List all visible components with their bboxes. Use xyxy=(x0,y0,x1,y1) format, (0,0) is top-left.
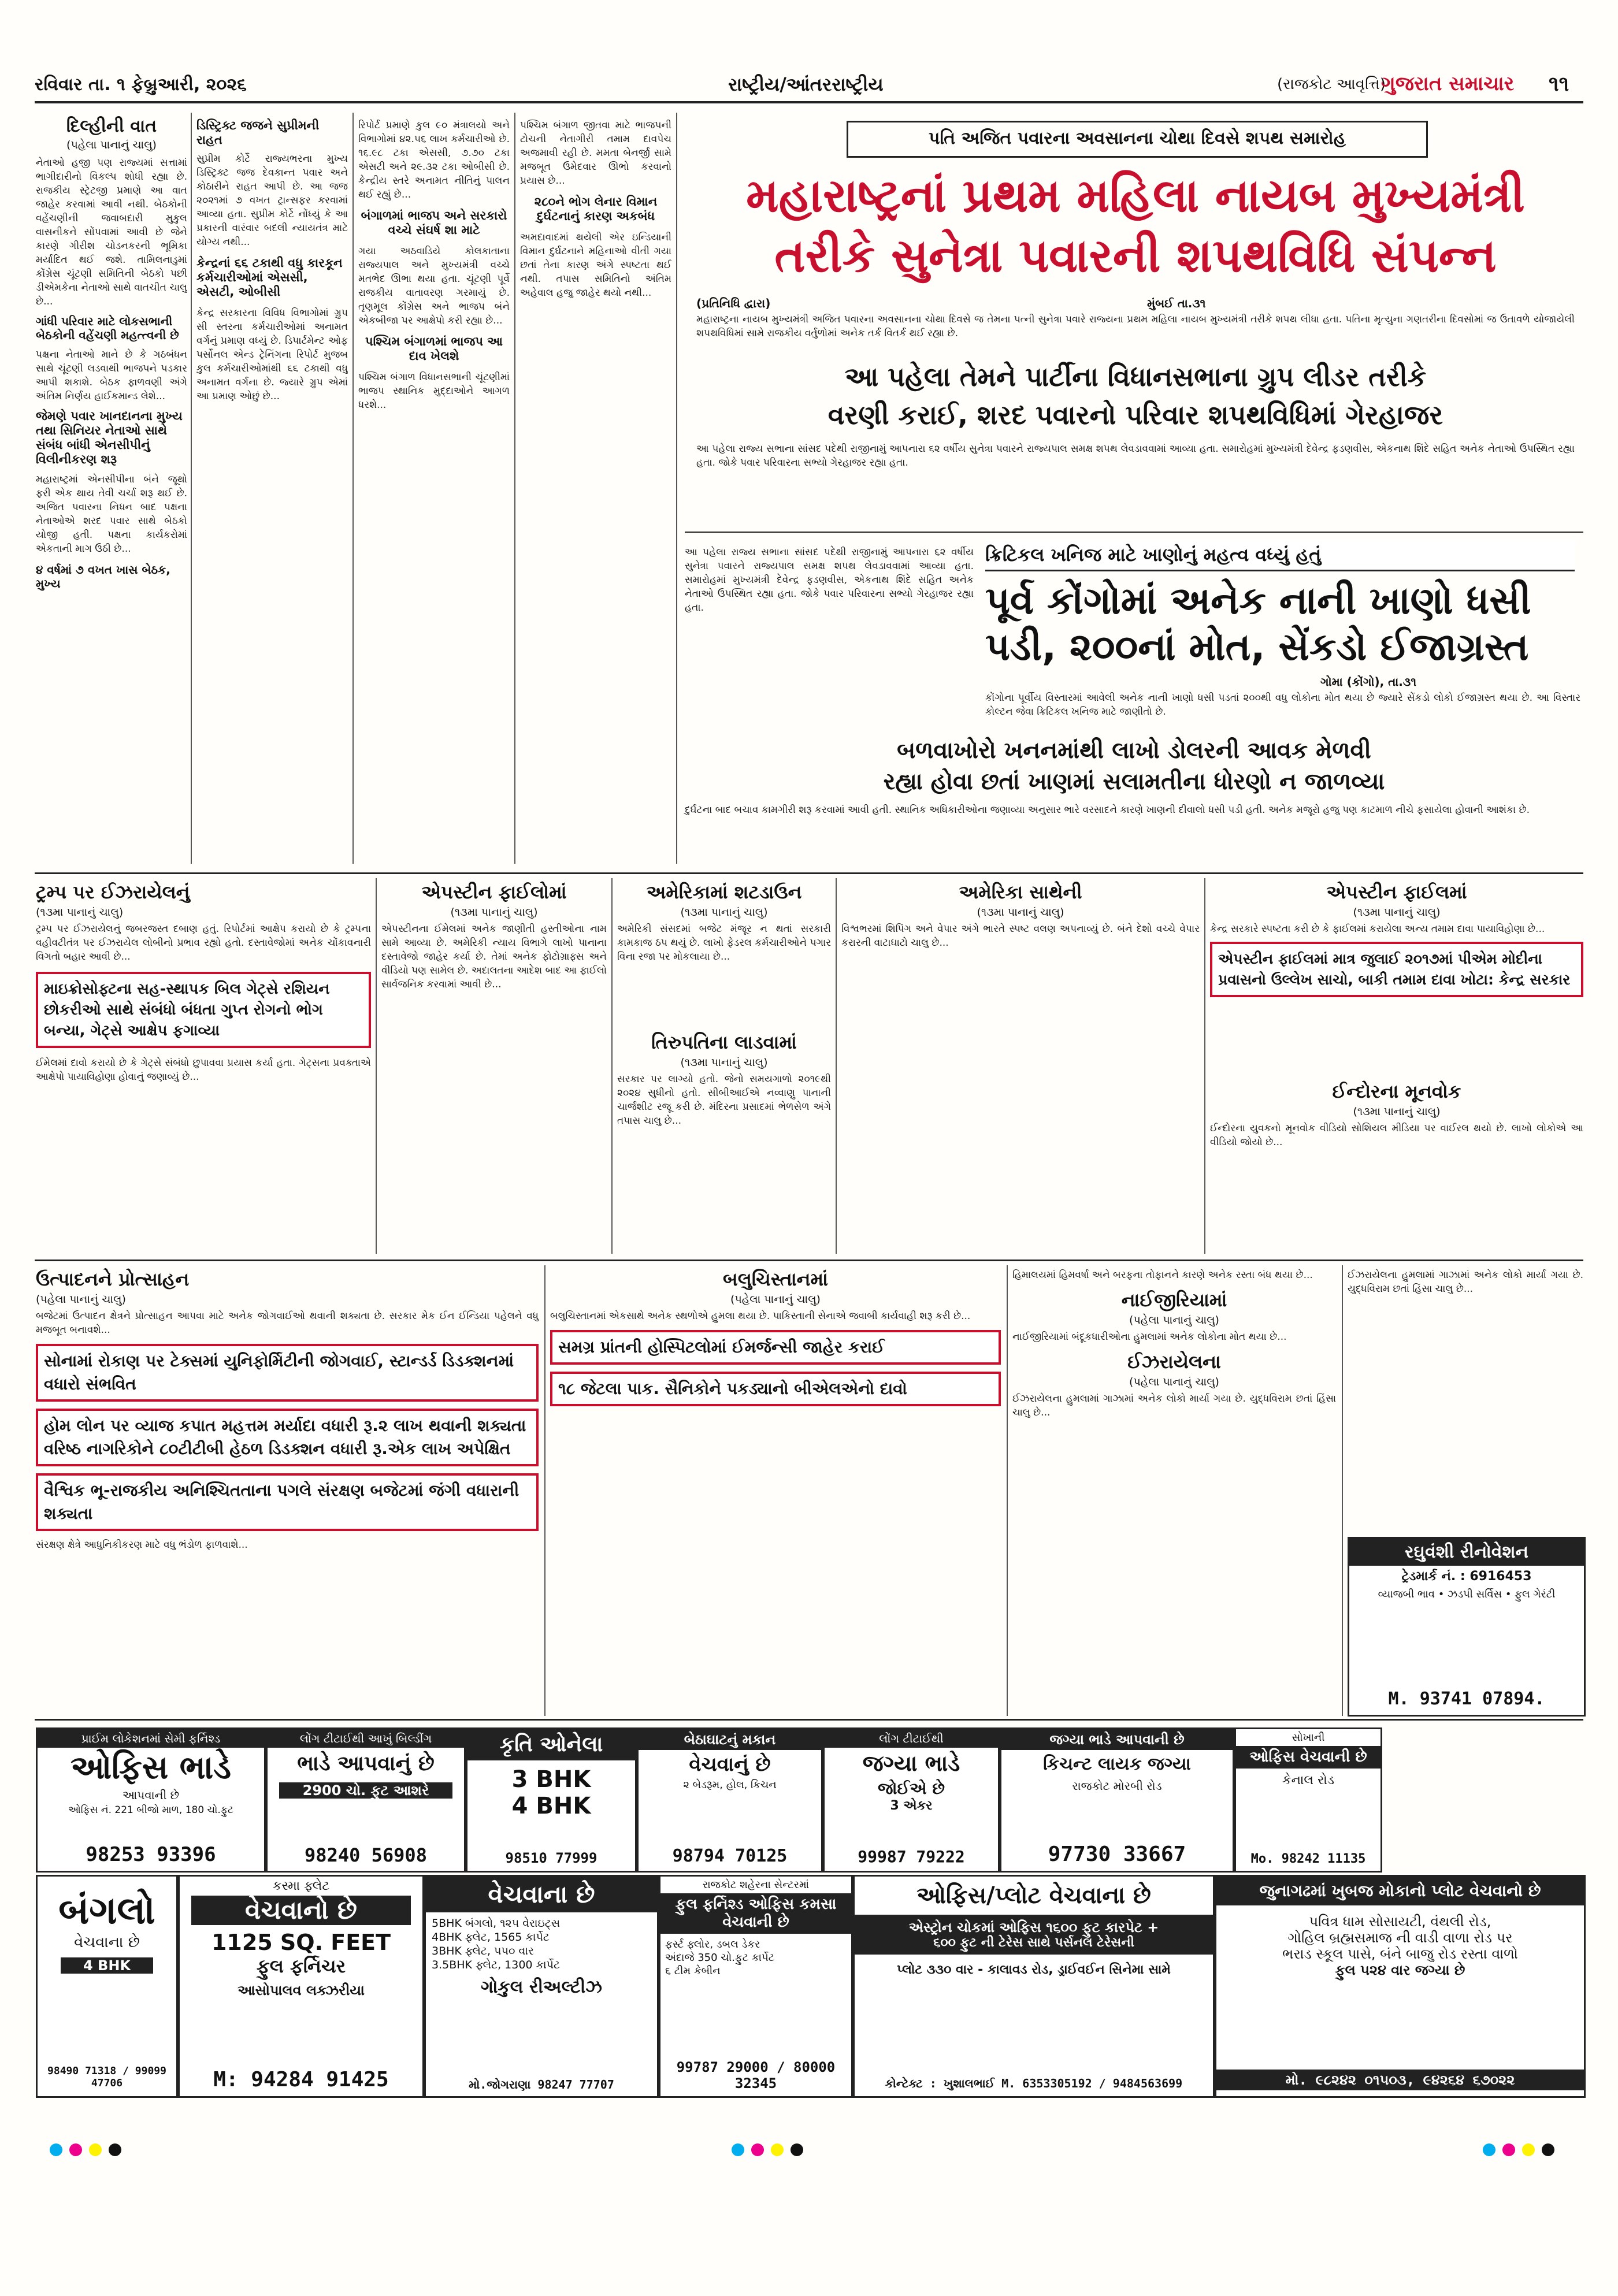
ad-main: ઓફિસ વેચવાની છે xyxy=(1236,1746,1381,1769)
story-body: ઈઝરાયેલના હુમલામાં ગાઝામાં અનેક લોકો માર્યા ગયા છે. યુદ્ધવિરામ છતાં હિંસા ચાલુ છે... xyxy=(1348,1269,1583,1295)
story-title: અમેરિકા સાથેની xyxy=(959,881,1082,903)
ad-kruti xyxy=(466,1727,637,1873)
story-usa xyxy=(841,881,1200,1254)
article-body: કેન્દ્ર સરકારના વિવિધ વિભાગોમાં ગ્રુપ સી સ્તરના કર્મચારીઓમાં અનામત વર્ગનું પ્રમાણ વધ્યું છે. ડિપાર્ટમેન્ટ ઓફ પર્સોનલ એન્ડ ટ્રેનિંગના રિપોર્ટ મુજબ કુલ કર્મચારીઓમાંથી ૬૬ ટકાથી વધુ અનામત વર્ગના છે. જ્યારે ગ્રુપ એમાં આ પ્રમાણ ઓછું છે... xyxy=(196,307,348,402)
story-body: ઈઝરાયેલના હુમલામાં ગાઝામાં અનેક લોકો માર્યા ગયા છે. યુદ્ધવિરામ છતાં હિંસા ચાલુ છે... xyxy=(1012,1393,1336,1418)
story-body: નાઈજીરિયામાં બંદૂકધારીઓના હુમલામાં અનેક લોકોના મોત થયા છે... xyxy=(1012,1331,1287,1343)
ad-line: પવિત્ર ધામ સોસાયટી, વંથલી રોડ, xyxy=(1309,1914,1491,1930)
ad-line: એસ્ટ્રોન ચોકમાં ઓફિસ ૧૬૦૦ ફુટ કારપેટ + ૬૦૦ ફુટ ની ટેરેસ સાથે પર્સનલ ટેરેસની xyxy=(855,1915,1213,1955)
story-body: ઈમેલમાં દાવો કરાયો છે કે ગેટ્સે સંબંધો છુપાવવા પ્રયાસ કર્યા હતા. ગેટ્સના પ્રવક્તાએ આક્ષેપો પાયાવિહોણા હોવાનું જણાવ્યું છે... xyxy=(36,1057,371,1083)
story-body: સરકાર પર લાગ્યો હતો. જેનો સમયગાળો ૨૦૧૯થી ૨૦૨૪ સુધીનો હતો. સીબીઆઈએ નવ્વાણુ પાનાની ચાર્જશીટ રજૂ કરી છે. મંદિરના પ્રસાદમાં ભેળસેળ અંગે તપાસ ચાલુ છે... xyxy=(617,1073,831,1127)
edition-label: (રાજકોટ આવૃત્તિ) xyxy=(1277,76,1386,93)
article-body: સુપ્રીમ કોર્ટે રાજ્યભરના મુખ્ય ડિસ્ટ્રિક્ટ જજ દેવકાન્ત પવાર અને કોઠારીને રાહત આપી છે. આ જજ ૨૦૨૧માં ૭ વખત ટ્રાન્સફર કરવામાં આવ્યા હતા. સુપ્રીમ કોર્ટે નોંધ્યું કે આ પ્રકારની વારંવાર બદલી ન્યાયતંત્ર માટે યોગ્ય નથી... xyxy=(196,153,348,248)
ad-main: કિચન્ટ લાયક જગ્યા xyxy=(1043,1754,1191,1774)
ad-phone: 98253 93396 xyxy=(86,1843,216,1866)
story-title: એપસ્ટીન ફાઈલોમાં xyxy=(421,881,567,903)
story-title: ટ્રમ્પ પર ઈઝરાયેલનું xyxy=(36,881,190,903)
ad-trademark: ટ્રેડમાર્ક નં. : 6916453 xyxy=(1401,1569,1532,1584)
story-body: કેન્દ્ર સરકારે સ્પષ્ટતા કરી છે કે ફાઈલમાં કરાયેલા અન્ય તમામ દાવા પાયાવિહોણા છે... xyxy=(1210,923,1545,935)
dateline: ગોમા (કોંગો), તા.૩૧ xyxy=(1320,675,1417,689)
issue-date: રવિવાર તા. ૧ ફેબ્રુઆરી, ૨૦૨૬ xyxy=(35,75,247,95)
ad-detail: ઓફિસ નં. 221 બીજો માળ, 180 ચો.ફુટ xyxy=(68,1804,233,1816)
column-rule xyxy=(544,1265,545,1716)
ad-furnished-office xyxy=(659,1875,853,2098)
ad-line: ગોહિલ બ્રહ્મસમાજ ની વાડી વાળા રોડ પર xyxy=(1287,1930,1513,1946)
ad-main: ભાડે આપવાનું છે xyxy=(297,1752,435,1775)
section-rule xyxy=(685,532,1583,533)
ad-top: લોંગ ટીટાઈથી xyxy=(825,1729,998,1748)
agency-credit: (પ્રતિનિધિ દ્વારા) xyxy=(696,296,771,310)
story-epstein xyxy=(381,881,607,1254)
article-title: ડિસ્ટ્રિક્ટ જજને સુપ્રીમની રાહત xyxy=(196,118,320,147)
ad-phone: કોન્ટેક્ટ : ખુશાલભાઈ M. 6353305192 / 9484563699 xyxy=(885,2076,1183,2090)
ad-main: જગ્યા ભાડે xyxy=(862,1751,960,1776)
article-body: પશ્ચિમ બંગાળ વિધાનસભાની ચૂંટણીમાં ભાજપ સ્થાનિક મુદ્દાઓને આગળ ધરશે... xyxy=(358,371,510,411)
continued-label: (૧૩મા પાનાનું ચાલુ) xyxy=(977,906,1064,919)
print-registration-marks xyxy=(1479,2143,1558,2158)
lead-body: મહારાષ્ટ્રના નાયબ મુખ્યમંત્રી અજિત પવારના અવસાનના ચોથા દિવસે જ તેમના પત્ની સુનેત્રા પવારે રાજ્યના પ્રથમ મહિલા નાયબ મુખ્યમંત્રી તરીકે શપથ લીધા હતા. પતિના મૃત્યુના ગણતરીના દિવસોમાં જ ઉતાવળે યોજાયેલી શપથવિધિમાં સામે રાજકીય વર્તુળોમાં અનેક તર્ક વિતર્ક થઈ રહ્યા છે. xyxy=(696,314,1575,339)
continued-label: (૧૩મા પાનાનું ચાલુ) xyxy=(450,906,538,919)
story-body: અમેરિકી સંસદમાં બજેટ મંજૂર ન થતાં સરકારી કામકાજ ઠપ થયું છે. લાખો ફેડરલ કર્મચારીઓને પગાર વિના રજા પર મોકલાયા છે... xyxy=(617,923,831,963)
continued-label: (૧૩મા પાનાનું ચાલુ) xyxy=(680,906,768,919)
story-body: ટ્રમ્પ પર ઈઝરાયેલનું જબરજસ્ત દબાણ હતું. રિપોર્ટમાં આક્ષેપ કરાયો છે કે ટ્રમ્પના વહીવટીતંત્ર પર ઈઝરાયેલ લોબીનો પ્રભાવ રહ્યો હતો. દસ્તાવેજોમાં અનેક ચોંકાવનારી વિગતો બહાર આવી છે... xyxy=(36,923,371,963)
article-body: અમદાવાદમાં થયેલી એર ઇન્ડિયાની વિમાન દુર્ઘટનાને મહિનાઓ વીતી ગયા છતાં તેના કારણ અંગે સ્પષ્ટતા થઈ નથી. તપાસ સમિતિનો અંતિમ અહેવાલ હજુ જાહેર થયો નથી... xyxy=(520,232,671,299)
ad-main: જુનાગઢમાં ખુબજ મોકાનો પ્લોટ વેચવાનો છે xyxy=(1216,1877,1584,1905)
story-title: અમેરિકામાં શટડાઉન xyxy=(646,881,802,903)
ad-top: રાજકોટ શહેરના સેન્ટરમાં xyxy=(702,1879,810,1891)
ad-sub: આપવાની છે xyxy=(122,1788,180,1802)
ad-line: 5BHK બંગલો, ૧૨૫ વેરાઇટ્સ xyxy=(432,1917,561,1930)
congo-story xyxy=(685,537,1583,867)
continued-label: (પહેલા પાનાનું ચાલુ) xyxy=(66,139,157,151)
lead-body: આ પહેલા રાજ્ય સભાના સાંસદ પદેથી રાજીનામું આપનારા ૬૨ વર્ષીય સુનેત્રા પવારને રાજ્યપાલ સમક્ષ શપથ લેવડાવવામાં આવ્યા હતા. સમારોહમાં મુખ્યમંત્રી દેવેન્દ્ર ફડણવીસ, એકનાથ શિંદે સહિત અનેક નેતાઓ ઉપસ્થિત રહ્યા હતા. જોકે પવાર પરિવારના સભ્યો ગેરહાજર રહ્યા હતા. xyxy=(696,443,1575,469)
masthead-strip xyxy=(35,72,1583,103)
ad-phone: 98490 71318 / 99099 47706 xyxy=(47,2065,166,2089)
ad-flat-sale xyxy=(178,1875,424,2098)
story-balochistan xyxy=(550,1268,1001,1713)
subheading: પશ્ચિમ બંગાળમાં ભાજપ આ દાવ ખેલશે xyxy=(365,335,503,363)
highlight-box: માઇક્રોસોફ્ટના સહ-સ્થાપક બિલ ગેટ્સે રશિયન છોકરીઓ સાથે સંબંધો બંધતા ગુપ્ત રોગનો ભોગ બન્યા, ગેટ્સે આક્ષેપ ફગાવ્યા xyxy=(36,972,371,1048)
column-rule xyxy=(376,878,377,1254)
ad-main: વેચવાનું છે xyxy=(689,1753,771,1776)
column-rule xyxy=(514,113,515,864)
congo-kicker: ક્રિટિકલ ખનિજ માટે ખાણોનું મહત્વ વધ્યું હતું xyxy=(985,540,1575,571)
ad-top: સોખાની xyxy=(1292,1732,1325,1744)
ad-phone: M. 93741 07894. xyxy=(1388,1689,1545,1709)
ad-top: જગ્યા ભાડે આપવાની છે xyxy=(1001,1729,1233,1750)
congo-body: દુર્ઘટના બાદ બચાવ કામગીરી શરૂ કરવામાં આવી હતી. સ્થાનિક અધિકારીઓના જણાવ્યા અનુસાર ભારે વરસાદને કારણે ખાણની દીવાલો ધસી પડી હતી. અનેક મજૂરો હજુ પણ કાટમાળ નીચે ફસાયેલા હોવાની આશંકા છે. xyxy=(685,804,1530,816)
continued-label: (૧૩મા પાનાનું ચાલુ) xyxy=(1353,906,1441,919)
page-number: ૧૧ xyxy=(1549,72,1569,96)
ad-phone: 99787 29000 / 80000 32345 xyxy=(676,2059,836,2091)
ad-title: રઘુવંશી રીનોવેશન xyxy=(1349,1539,1584,1566)
congo-body: કોંગોના પૂર્વીય વિસ્તારમાં આવેલી અનેક નાની ખાણો ધસી પડતાં ૨૦૦થી વધુ લોકોના મોત થયા છે જ્યારે સેંકડો લોકો ઈજાગ્રસ્ત થયા છે. આ વિસ્તાર કોલ્ટન જેવા ક્રિટિકલ ખનિજ માટે જાણીતો છે. xyxy=(985,692,1580,718)
story-body: બજેટમાં ઉત્પાદન ક્ષેત્રને પ્રોત્સાહન આપવા માટે અનેક જોગવાઈઓ થવાની શક્યતા છે. સરકાર મેક ઈન ઈન્ડિયા પહેલને વધુ મજબૂત બનાવશે... xyxy=(36,1310,539,1336)
story-shutdown xyxy=(617,881,831,1026)
ad-top: બેઠાઘાટનું મકાન xyxy=(639,1729,821,1750)
ad-phone: મો.જોગરાણા 98247 77707 xyxy=(469,2078,614,2091)
ad-phone: 98794 70125 xyxy=(672,1846,788,1866)
ad-line: પ્લોટ ૩૩૦ વાર - કાલાવડ રોડ, ડ્રાઈવઈન સિનેમા સામે xyxy=(897,1963,1171,1977)
highlight-box: ૧૮ જેટલા પાક. સૈનિકોને પકડ્યાનો બીએલએનો દાવો xyxy=(550,1372,1001,1406)
continued-label: (૧૩મા પાનાનું ચાલુ) xyxy=(36,906,124,919)
article-title: દિલ્હીની વાત xyxy=(66,116,157,136)
story-title: તિરુપતિના લાડવામાં xyxy=(651,1031,797,1053)
ad-phone: 98510 77999 xyxy=(505,1850,598,1866)
lead-kicker: પતિ અજિત પવારના અવસાનના ચોથા દિવસે શપથ સમારોહ xyxy=(847,121,1428,158)
column-rule xyxy=(1342,1265,1343,1716)
continued-label: (પહેલા પાનાનું ચાલુ) xyxy=(1129,1314,1219,1327)
ad-line: અંદાજે 350 ચો.ફુટ કાર્પેટ xyxy=(665,1952,775,1964)
ad-detail: ૨ બેડરૂમ, હોલ, કિચન xyxy=(683,1779,777,1791)
column-rule xyxy=(1204,878,1205,1254)
story-body: હિમાલયમાં હિમવર્ષા અને બરફના તોફાનને કારણે અનેક રસ્તા બંધ થયા છે... xyxy=(1012,1269,1313,1281)
story-body: બલુચિસ્તાનમાં એકસાથે અનેક સ્થળોએ હુમલા થયા છે. પાકિસ્તાની સેનાએ જવાબી કાર્યવાહી શરૂ કરી છે... xyxy=(550,1310,971,1322)
article-body: પક્ષના નેતાઓ માને છે કે ગઠબંધન સાથે ચૂંટણી લડવાથી ભાજપને પડકાર આપી શકાશે. બેઠક ફાળવણી અંગે અંતિમ નિર્ણય હાઈકમાન્ડ લેશે... xyxy=(36,349,187,402)
ad-detail: ફુલ ફર્નિચર xyxy=(256,1955,346,1977)
article-body: રિપોર્ટ પ્રમાણે કુલ ૯૦ મંત્રાલયો અને વિભાગોમાં ૪૨.૫૬ લાખ કર્મચારીઓ છે. ૧૬.૯૮ ટકા એસસી, ૭.૭૦ ટકા એસટી અને ૨૯.૩૨ ટકા ઓબીસી છે. કેન્દ્રીય સ્તરે અનામત નીતિનું પાલન થઈ રહ્યું છે... xyxy=(358,120,510,200)
article-body: મહારાષ્ટ્રમાં એનસીપીના બંને જૂથો ફરી એક થાય તેવી ચર્ચા શરૂ થઈ છે. અજિત પવારના નિધન બાદ પક્ષના નેતાઓએ શરદ પવાર સાથે બેઠકો યોજી હતી. પક્ષના કાર્યકરોમાં એકતાની માગ ઉઠી છે... xyxy=(36,474,187,555)
subheading: બંગાળમાં ભાજપ અને સરકારો વચ્ચે સંઘર્ષ શા માટે xyxy=(361,209,507,237)
story-budget xyxy=(36,1268,539,1713)
article-body: ગયા અઠવાડિયે કોલકાતાના રાજ્યપાલ અને મુખ્યમંત્રી વચ્ચે મતભેદ ઊભા થયા હતા. ચૂંટણી પૂર્વે રાજકીય વાતાવરણ ગરમાયું છે. તૃણમૂલ કોંગ્રેસ અને ભાજપ બંને એકબીજા પર આક્ષેપો કરી રહ્યા છે... xyxy=(358,246,510,326)
ad-name: ગોકુલ રીઅલ્ટીઝ xyxy=(481,1977,602,1997)
ad-gokul xyxy=(424,1875,659,2098)
subheading: ૨૮૦ને ભોગ લેનાર વિમાન દુર્ઘટનાનું કારણ અકબંધ xyxy=(534,195,658,223)
column-rule xyxy=(191,113,192,864)
ad-top: પ્રાઈમ લોકેશનમાં સેમી ફર્નિશ્ડ xyxy=(38,1729,264,1748)
column-rule xyxy=(676,113,677,864)
subheading: ગાંધી પરિવાર માટે લોકસભાની બેઠકોની વહેંચણી મહત્ત્વની છે xyxy=(36,314,179,342)
ad-detail: 4 BHK xyxy=(61,1957,153,1974)
ad-main: ઓફિસ/પ્લોટ વેચવાના છે xyxy=(916,1882,1151,1909)
story-tirupati xyxy=(617,1031,831,1254)
ad-line: ૬ ટીમ કેબીન xyxy=(665,1965,721,1977)
congo-headline: પૂર્વ કોંગોમાં અનેક નાની ખાણો ધસી xyxy=(985,578,1531,623)
story-indore xyxy=(1210,1080,1583,1254)
ad-line: વ્યાજબી ભાવ • ઝડપી સર્વિસ • ફુલ ગેરંટી xyxy=(1378,1588,1556,1600)
ad-office-rent xyxy=(36,1727,266,1873)
story-title: નાઈજીરિયામાં xyxy=(1121,1289,1227,1311)
ad-phone: M: 94284 91425 xyxy=(213,2068,389,2091)
section-rule xyxy=(35,1260,1583,1261)
story-title: ઉત્પાદનને પ્રોત્સાહન xyxy=(36,1268,190,1290)
ad-sub: રાજકોટ મોરબી રોડ xyxy=(1072,1779,1162,1793)
continued-label: (પહેલા પાનાનું ચાલુ) xyxy=(730,1293,821,1306)
continued-label: (પહેલા પાનાનું ચાલુ) xyxy=(1129,1376,1219,1388)
highlight-box: વૈશ્વિક ભૂ-રાજકીય અનિશ્ચિતતાના પગલે સંરક્ષણ બજેટમાં જંગી વધારાની શક્યતા xyxy=(36,1473,539,1531)
ad-land-wanted xyxy=(823,1727,1000,1873)
column-rule xyxy=(352,113,354,864)
column-rule xyxy=(836,878,837,1254)
ad-name: આસોપાલવ લક્ઝરીયા xyxy=(237,1982,365,1998)
column-rule xyxy=(611,878,613,1254)
story-title: એપસ્ટીન ફાઈલમાં xyxy=(1326,881,1467,903)
ad-office-plot xyxy=(853,1875,1215,2098)
ad-house-sale xyxy=(637,1727,823,1873)
ad-phone: Mo. 98242 11135 xyxy=(1250,1852,1366,1866)
lead-deck: વરણી કરાઈ, શરદ પવારનો પરિવાર શપથવિધિમાં ગેરહાજર xyxy=(827,399,1443,430)
article-judge xyxy=(196,113,348,864)
print-registration-marks xyxy=(46,2143,125,2158)
ad-line: 3.5BHK ફ્લેટ, 1300 કાર્પેટ xyxy=(432,1959,561,1971)
lead-headline: તરીકે સુનેત્રા પવારની શપથવિધિ સંપન્ન xyxy=(774,229,1497,283)
highlight-box: એપસ્ટીન ફાઈલમાં માત્ર જુલાઈ ૨૦૧૭માં પીએમ મોદીના પ્રવાસનો ઉલ્લેખ સાચો, બાકી તમામ દાવા ખોટા: કેન્દ્ર સરકાર xyxy=(1210,942,1583,997)
story-body: એપસ્ટીનના ઈમેલમાં અનેક જાણીતી હસ્તીઓના નામ સામે આવ્યા છે. અમેરિકી ન્યાય વિભાગે લાખો પાનાના દસ્તાવેજો જાહેર કર્યા છે. તેમાં અનેક ફોટોગ્રાફ્સ અને વીડિયો પણ સામેલ છે. અદાલતના આદેશ બાદ આ ફાઈલો સાર્વજનિક કરવામાં આવી છે... xyxy=(381,923,607,990)
story-title: ઈન્દોરના મૂનવોક xyxy=(1332,1080,1461,1102)
highlight-box: હોમ લોન પર વ્યાજ કપાત મહત્તમ મર્યાદા વધારી રૂ.૨ લાખ થવાની શક્યતા વરિષ્ઠ નાગરિકોને ૮૦ટીટીબી હેઠળ ડિડક્શન વધારી રૂ.એક લાખ અપેક્ષિત xyxy=(36,1409,539,1466)
subheading: કેન્દ્રનાં ૬૬ ટકાથી વધુ કારકૂન કર્મચારીઓમાં એસસી, એસટી, ઓબીસી xyxy=(196,256,343,299)
subheading: જેમણે પવાર ખાનદાનના મુખ્ય તથા સિનિયર નેતાઓ સાથે સંબંધ બાંધી એનસીપીનું વિલીનીકરણ શરૂ xyxy=(36,409,183,466)
lead-story xyxy=(685,113,1583,529)
ad-raghuvanshi xyxy=(1348,1537,1586,1717)
continued-label: (૧૩મા પાનાનું ચાલુ) xyxy=(680,1056,768,1069)
ad-sub: કેનાલ રોડ xyxy=(1282,1773,1334,1788)
article-plane xyxy=(520,113,671,864)
story-body: સંરક્ષણ ક્ષેત્રે આધુનિકીકરણ માટે વધુ ભંડોળ ફાળવાશે... xyxy=(36,1539,248,1551)
section-rule xyxy=(35,872,1583,874)
ad-phone: મો. ૯૮૨૪૨ ૦૧૫૦૩, ૯૪૨૬૪ ૬૭૦૨૨ xyxy=(1216,2070,1584,2090)
highlight-box: સમગ્ર પ્રાંતની હોસ્પિટલોમાં ઈમર્જન્સી જાહેર કરાઈ xyxy=(550,1330,1001,1365)
ad-sub: 1125 SQ. FEET xyxy=(211,1930,391,1955)
ad-phone: 98240 56908 xyxy=(305,1844,427,1866)
ad-phone: 99987 79222 xyxy=(858,1847,965,1866)
ad-sub: 2900 ચો. ફુટ આશરે xyxy=(279,1782,452,1799)
congo-deck: બળવાખોરો ખનનમાંથી લાખો ડોલરની આવક મેળવી xyxy=(897,737,1371,764)
subheading: ૪ વર્ષમાં ૭ વખત ખાસ બેઠક, મુખ્ય xyxy=(36,563,170,590)
ad-space-rent xyxy=(1000,1727,1234,1873)
ad-office-sale xyxy=(1234,1727,1382,1873)
congo-deck: રહ્યા હોવા છતાં ખાણમાં સલામતીના ધોરણો ન જાળવ્યા xyxy=(883,768,1385,795)
ad-sub: જોઈએ છે xyxy=(877,1779,945,1798)
article-delhi xyxy=(36,113,187,864)
highlight-box: સોનામાં રોકાણ પર ટેક્સમાં યુનિફોર્મિટીની જોગવાઈ, સ્ટાન્ડર્ડ ડિડક્શનમાં વધારો સંભવિત xyxy=(36,1344,539,1402)
ad-line: 3BHK ફ્લેટ, ૫૫૦ વાર xyxy=(432,1945,534,1957)
section-title: રાષ્ટ્રીય/આંતરરાષ્ટ્રીય xyxy=(728,73,884,95)
lead-deck: આ પહેલા તેમને પાર્ટીના વિધાનસભાના ગ્રુપ લીડર તરીકે xyxy=(844,361,1427,392)
ad-line: ફર્સ્ટ ફ્લોર, ડબલ ડેકર xyxy=(665,1938,760,1951)
story-epstein-modi xyxy=(1210,881,1583,1072)
story-title: ઈઝરાયેલના xyxy=(1127,1351,1221,1373)
ad-top: કૃતિ ઓનેલા xyxy=(467,1729,635,1760)
ad-main: વેચવાનો છે xyxy=(191,1896,411,1925)
continued-label: (પહેલા પાનાનું ચાલુ) xyxy=(36,1293,126,1306)
continued-label: (૧૩મા પાનાનું ચાલુ) xyxy=(1353,1105,1441,1118)
ad-main: બંગલો xyxy=(58,1888,155,1933)
ad-line: ભરાડ સ્કૂલ પાસે, બંને બાજુ રોડ રસ્તા વાળો xyxy=(1282,1946,1518,1962)
ad-bungalow xyxy=(36,1875,178,2098)
article-body: પશ્ચિમ બંગાળ જીતવા માટે ભાજપની ટોચની નેતાગીરી તમામ દાવપેચ અજમાવી રહી છે. મમતા બેનર્જી સામે મજબૂત ઉમેદવાર ઊભો કરવાનો પ્રયાસ છે... xyxy=(520,120,671,187)
congo-body: આ પહેલા રાજ્ય સભાના સાંસદ પદેથી રાજીનામું આપનારા ૬૨ વર્ષીય સુનેત્રા પવારને રાજ્યપાલ સમક્ષ શપથ લેવડાવવામાં આવ્યા હતા. સમારોહમાં મુખ્યમંત્રી દેવેન્દ્ર ફડણવીસ, એકનાથ શિંદે સહિત અનેક નેતાઓ ઉપસ્થિત રહ્યા હતા. જોકે પવાર પરિવારના સભ્યો ગેરહાજર રહ્યા હતા. xyxy=(685,547,974,614)
story-title: બલુચિસ્તાનમાં xyxy=(723,1268,828,1290)
story-nigeria xyxy=(1012,1268,1336,1713)
ad-main: 3 BHK xyxy=(511,1766,591,1793)
column-rule xyxy=(1007,1265,1008,1716)
ad-top: લોંગ ટીટાઈથી આખું બિલ્ડીંગ xyxy=(268,1729,464,1748)
ad-phone: 97730 33667 xyxy=(1048,1842,1186,1866)
ad-junagadh-plot xyxy=(1215,1875,1586,2098)
article-bengal xyxy=(358,113,510,864)
ad-top: કસ્મા ફ્લેટ xyxy=(272,1879,330,1893)
section-rule xyxy=(35,1719,1583,1721)
ad-main: વેચવાના છે xyxy=(426,1877,657,1912)
ad-sub: 4 BHK xyxy=(511,1793,591,1819)
ad-detail: 3 એકર xyxy=(890,1799,933,1813)
ad-main: ઓફિસ ભાડે xyxy=(70,1749,231,1786)
ad-main: ફુલ ફર્નિશ્ડ ઓફિસ કમસા વેચવાની છે xyxy=(660,1893,851,1934)
ad-building-rent xyxy=(266,1727,466,1873)
ad-line: 4BHK ફ્લેટ, 1565 કાર્પેટ xyxy=(432,1931,550,1944)
story-body: વિશ્વભરમાં શિપિંગ અને વેપાર અંગે ભારતે સ્પષ્ટ વલણ અપનાવ્યું છે. બંને દેશો વચ્ચે વેપાર કરારની વાટાઘાટો ચાલુ છે... xyxy=(841,923,1200,949)
story-misc xyxy=(1348,1268,1583,1534)
ad-line: ફુલ ૫૨૪ વાર જગ્યા છે xyxy=(1335,1962,1465,1978)
paper-name: ગુજરાત સમાચાર xyxy=(1381,72,1515,95)
story-body: ઈન્દોરના યુવકનો મૂનવોક વીડિયો સોશિયલ મીડિયા પર વાઈરલ થયો છે. લાખો લોકોએ આ વીડિયો જોયો છે... xyxy=(1210,1123,1583,1148)
print-registration-marks xyxy=(728,2143,807,2158)
story-trump xyxy=(36,881,371,1254)
lead-headline: મહારાષ્ટ્રનાં પ્રથમ મહિલા નાયબ મુખ્યમંત્રી xyxy=(746,169,1525,222)
ad-sub: વેચવાના છે xyxy=(74,1934,140,1951)
dateline: મુંબઈ તા.૩૧ xyxy=(1147,296,1206,310)
article-body: નેતાઓ હજી પણ રાજ્યમાં સત્તામાં ભાગીદારીનો વિકલ્પ શોધી રહ્યા છે. રાજકીય સ્ટ્રેટજી પ્રમાણે આ વાત જાહેર કરવામાં આવી નથી. બેઠકોની વહેંચણીની જવાબદારી મુકુલ વાસનીકને સોંપવામાં આવી છે જેને કારણે ગીરીશ ચોડનકરની ભૂમિકા મર્યાદિત થઈ જશે. તામિલનાડુમાં કોંગ્રેસ ચૂંટણી સમિતિની બેઠકો પછી ડીએમકેના નેતાઓ સાથે વાતચીત ચાલુ છે... xyxy=(36,157,187,307)
congo-headline: પડી, ૨૦૦નાં મોત, સેંકડો ઈજાગ્રસ્ત xyxy=(985,625,1529,669)
